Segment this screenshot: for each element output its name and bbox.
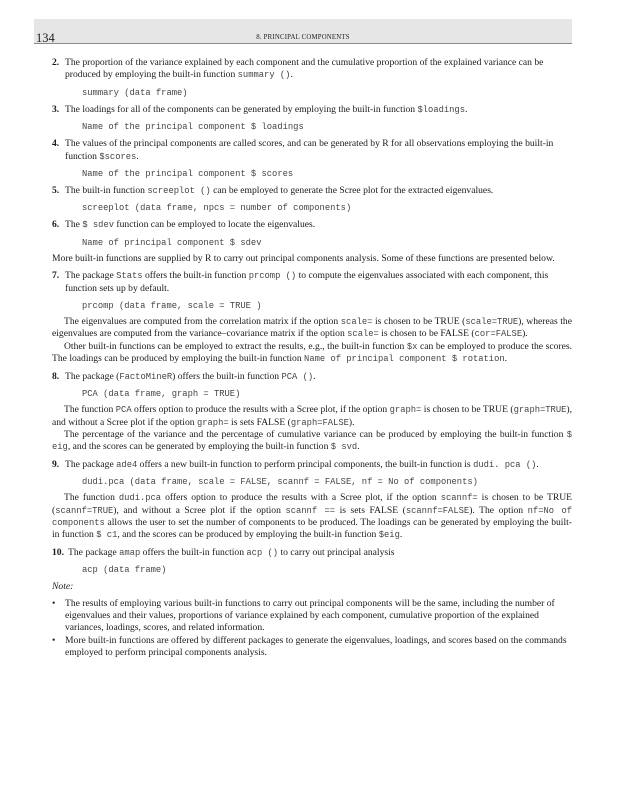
note-label: Note: <box>52 581 74 593</box>
list-item-2 <box>52 57 572 99</box>
page-number: 134 <box>36 31 55 45</box>
item-text: The loadings for all of the components can be generated by employing the built-in function $loadings. <box>65 103 468 115</box>
item-text: The package Stats offers the built-in function prcomp () to compute the eigenvalues associated with each component, this function sets up by default. <box>65 270 549 294</box>
list-item-10 <box>52 547 572 576</box>
bullet-text: More built-in functions are offered by different packages to generate the eigenvalues, loadings, and scores based on the commands employed to perform principal components analysis. <box>65 634 567 659</box>
list-item-3 <box>52 104 572 133</box>
item-text: The values of the principal components are called scores, and can be generated by R for all observations employing the built-in function $scores. <box>65 138 554 162</box>
item-text: The proportion of the variance explained by each component and the cumulative proportion of the explained variance can be produced by employing the built-in function summary (). <box>65 57 544 81</box>
item-text: The package amap offers the built-in function acp () to carry out principal analysis <box>68 546 395 558</box>
list-item-7 <box>52 270 572 312</box>
code-line: Name of principal component $ sdev <box>82 237 262 248</box>
item-text: The $ sdev function can be employed to locate the eigenvalues. <box>65 219 316 231</box>
item-text: The package ade4 offers a new built-in function to perform principal components, the built-in function is dudi. pca (). <box>65 458 539 470</box>
paragraph-eig-svd: The percentage of the variance and the percentage of cumulative variance can be produced by employing the built-in function $ eig, and the scores can be generated by employing the built-in function $ svd. <box>52 428 572 453</box>
item-number: 3. <box>52 103 60 115</box>
code-line: dudi.pca (data frame, scale = FALSE, scannf = FALSE, nf = No of components) <box>82 477 478 488</box>
bullet-text: The results of employing various built-in functions to carry out principal components will be the same, including the number of eigenvalues and their values, proportions of variance explained by each component, cumulative proportion of the explained variances, loadings, scores, and related information. <box>65 597 555 634</box>
item-number: 2. <box>52 57 60 68</box>
item-number: 5. <box>52 185 60 197</box>
paragraph-dudi-pca: The function dudi.pca offers option to produce the results with a Scree plot, if the option scannf= is chosen to be TRUE (scannf=TRUE), and without a Scree plot if the option scannf == is sets FALSE (scannf=FALSE). The option nf=No of components allows the user to set the number of components to be produced. The loadings can be generated by employing the built-in function $ c1, and the scores can be produced by employing the built-in function $eig. <box>52 492 573 541</box>
bullet-dot-icon: • <box>52 634 56 646</box>
item-number: 10. <box>52 546 64 558</box>
code-line: prcomp (data frame, scale = TRUE ) <box>82 301 262 312</box>
item-number: 6. <box>52 219 60 231</box>
item-number: 7. <box>52 270 60 282</box>
paragraph-eigen-scale: The eigenvalues are computed from the correlation matrix if the option scale= is chosen to be TRUE (scale=TRUE), whereas the eigenvalues are computed from the variance–covariance matrix if the option scale= is chosen to be FALSE (cor=FALSE). <box>52 316 572 340</box>
code-line: summary (data frame) <box>82 87 188 98</box>
list-item-6 <box>52 219 572 248</box>
running-header <box>34 19 572 44</box>
list-item-9 <box>52 459 572 488</box>
item-number: 4. <box>52 138 60 150</box>
item-number: 9. <box>52 458 60 470</box>
paragraph-extract-results: Other built-in functions can be employed to extract the results, e.g., the built-in function $x can be employed to produce the scores. The loadings can be produced by employing the built-in function Name of principal component $ rotation. <box>52 340 572 365</box>
item-number: 8. <box>52 370 60 382</box>
page-body <box>52 52 572 660</box>
list-item-5 <box>52 185 572 214</box>
item-text: The package (FactoMineR) offers the built-in function PCA (). <box>65 370 316 382</box>
bullet-item <box>52 635 572 660</box>
code-line: acp (data frame) <box>82 565 167 576</box>
chapter-title: 8. PRINCIPAL COMPONENTS <box>256 34 350 41</box>
list-item-4 <box>52 138 572 180</box>
bullet-dot-icon: • <box>52 597 56 609</box>
item-text: The built-in function screeplot () can be employed to generate the Scree plot for the extracted eigenvalues. <box>65 185 494 197</box>
paragraph-more-functions: More built-in functions are supplied by R to carry out principal components analysis. Some of these functions are presented below. <box>52 252 555 264</box>
code-line: Name of the principal component $ scores <box>82 169 294 180</box>
bullet-item <box>52 598 572 635</box>
code-line: PCA (data frame, graph = TRUE) <box>82 389 241 400</box>
paragraph-pca-graph: The function PCA offers option to produce the results with a Scree plot, if the option graph= is chosen to be TRUE (graph=TRUE), and without a Scree plot if the option graph= is sets FALSE (graph=FALSE). <box>52 404 572 428</box>
code-line: screeplot (data frame, npcs = number of components) <box>82 203 352 214</box>
list-item-8 <box>52 371 572 400</box>
code-line: Name of the principal component $ loadings <box>82 122 304 133</box>
